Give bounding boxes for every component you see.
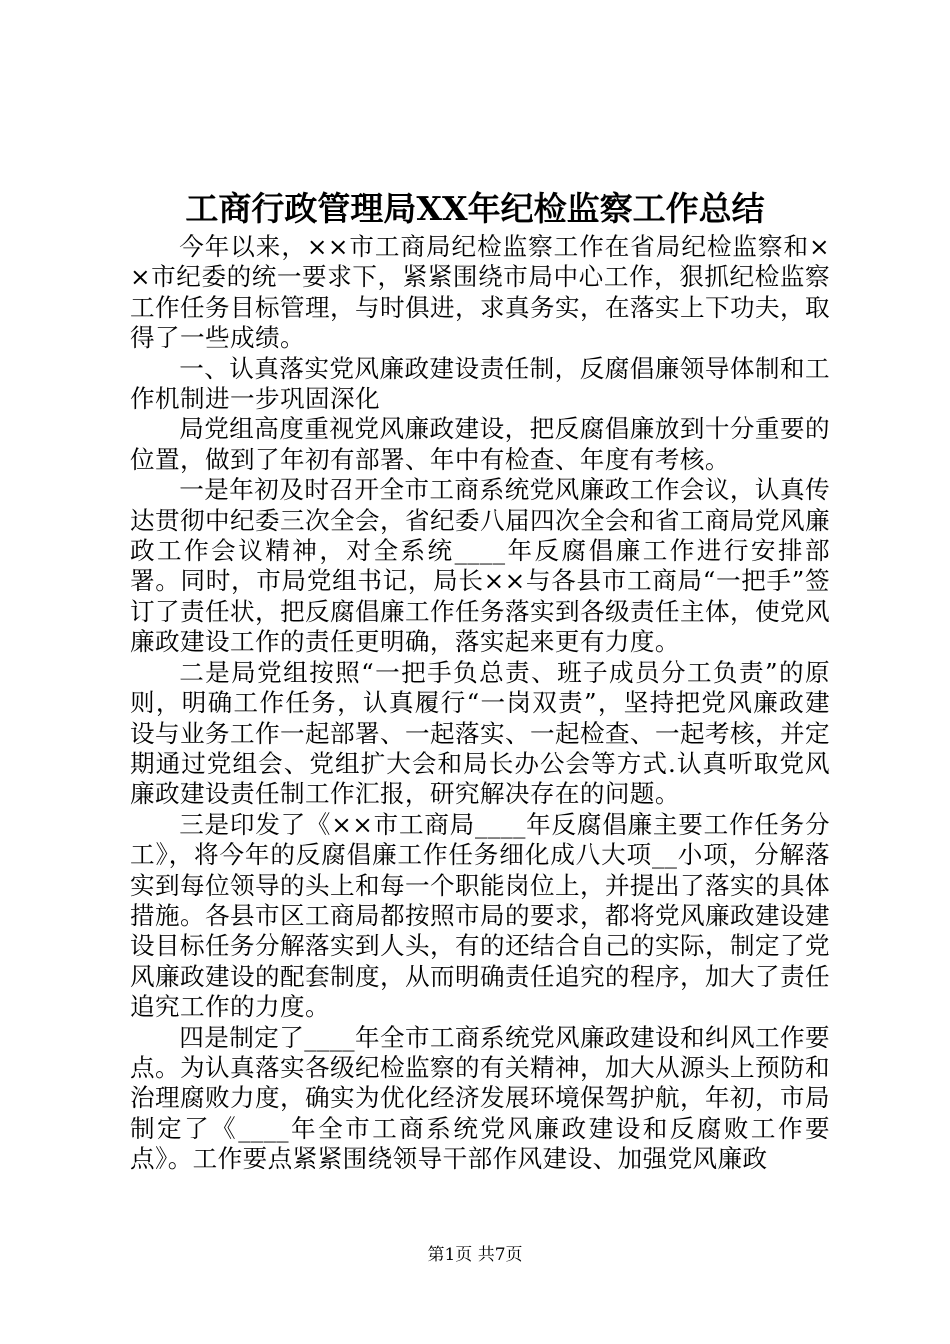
document-body [130, 232, 830, 1175]
paragraph-point-1: 一是年初及时召开全市工商系统党风廉政工作会议，认真传达贯彻中纪委三次全会，省纪委八届四次全会和省工商局党风廉政工作会议精神，对全系统____年反腐倡廉工作进行安排部署。同时，市局党组书记，局长××与各县市工商局“一把手”签订了责任状，把反腐倡廉工作任务落实到各级责任主体，使党风廉政建设工作的责任更明确，落实起来更有力度。 [130, 475, 830, 657]
document-title: 工商行政管理局XX年纪检监察工作总结 [185, 189, 765, 228]
paragraph-point-2: 二是局党组按照“一把手负总责、班子成员分工负责”的原则，明确工作任务，认真履行“一岗双责”，坚持把党风廉政建设与业务工作一起部署、一起落实、一起检查、一起考核，并定期通过党组会、党组扩大会和局长办公会等方式.认真听取党风廉政建设责任制工作汇报，研究解决存在的问题。 [130, 657, 830, 809]
paragraph-point-3: 三是印发了《××市工商局____年反腐倡廉主要工作任务分工》，将今年的反腐倡廉工作任务细化成八大项__小项，分解落实到每位领导的头上和每一个职能岗位上，并提出了落实的具体措施。各县市区工商局都按照市局的要求，都将党风廉政建设建设目标任务分解落实到人头，有的还结合自己的实际，制定了党风廉政建设的配套制度，从而明确责任追究的程序，加大了责任追究工作的力度。 [130, 809, 830, 1022]
paragraph-intro: 今年以来，××市工商局纪检监察工作在省局纪检监察和××市纪委的统一要求下，紧紧围绕市局中心工作，狠抓纪检监察工作任务目标管理，与时俱进，求真务实，在落实上下功夫，取得了一些成绩。 [130, 232, 830, 353]
paragraph-overview: 局党组高度重视党风廉政建设，把反腐倡廉放到十分重要的位置，做到了年初有部署、年中有检查、年度有考核。 [130, 414, 830, 474]
section-heading-1: 一、认真落实党风廉政建设责任制，反腐倡廉领导体制和工作机制进一步巩固深化 [130, 353, 830, 414]
page-number-footer: 第1页 共7页 [427, 1245, 523, 1265]
paragraph-point-4: 四是制定了____年全市工商系统党风廉政建设和纠风工作要点。为认真落实各级纪检监察的有关精神，加大从源头上预防和治理腐败力度，确实为优化经济发展环境保驾护航，年初，市局制定了《____年全市工商系统党风廉政建设和反腐败工作要点》。工作要点紧紧围绕领导干部作风建设、加强党风廉政 [130, 1022, 830, 1174]
